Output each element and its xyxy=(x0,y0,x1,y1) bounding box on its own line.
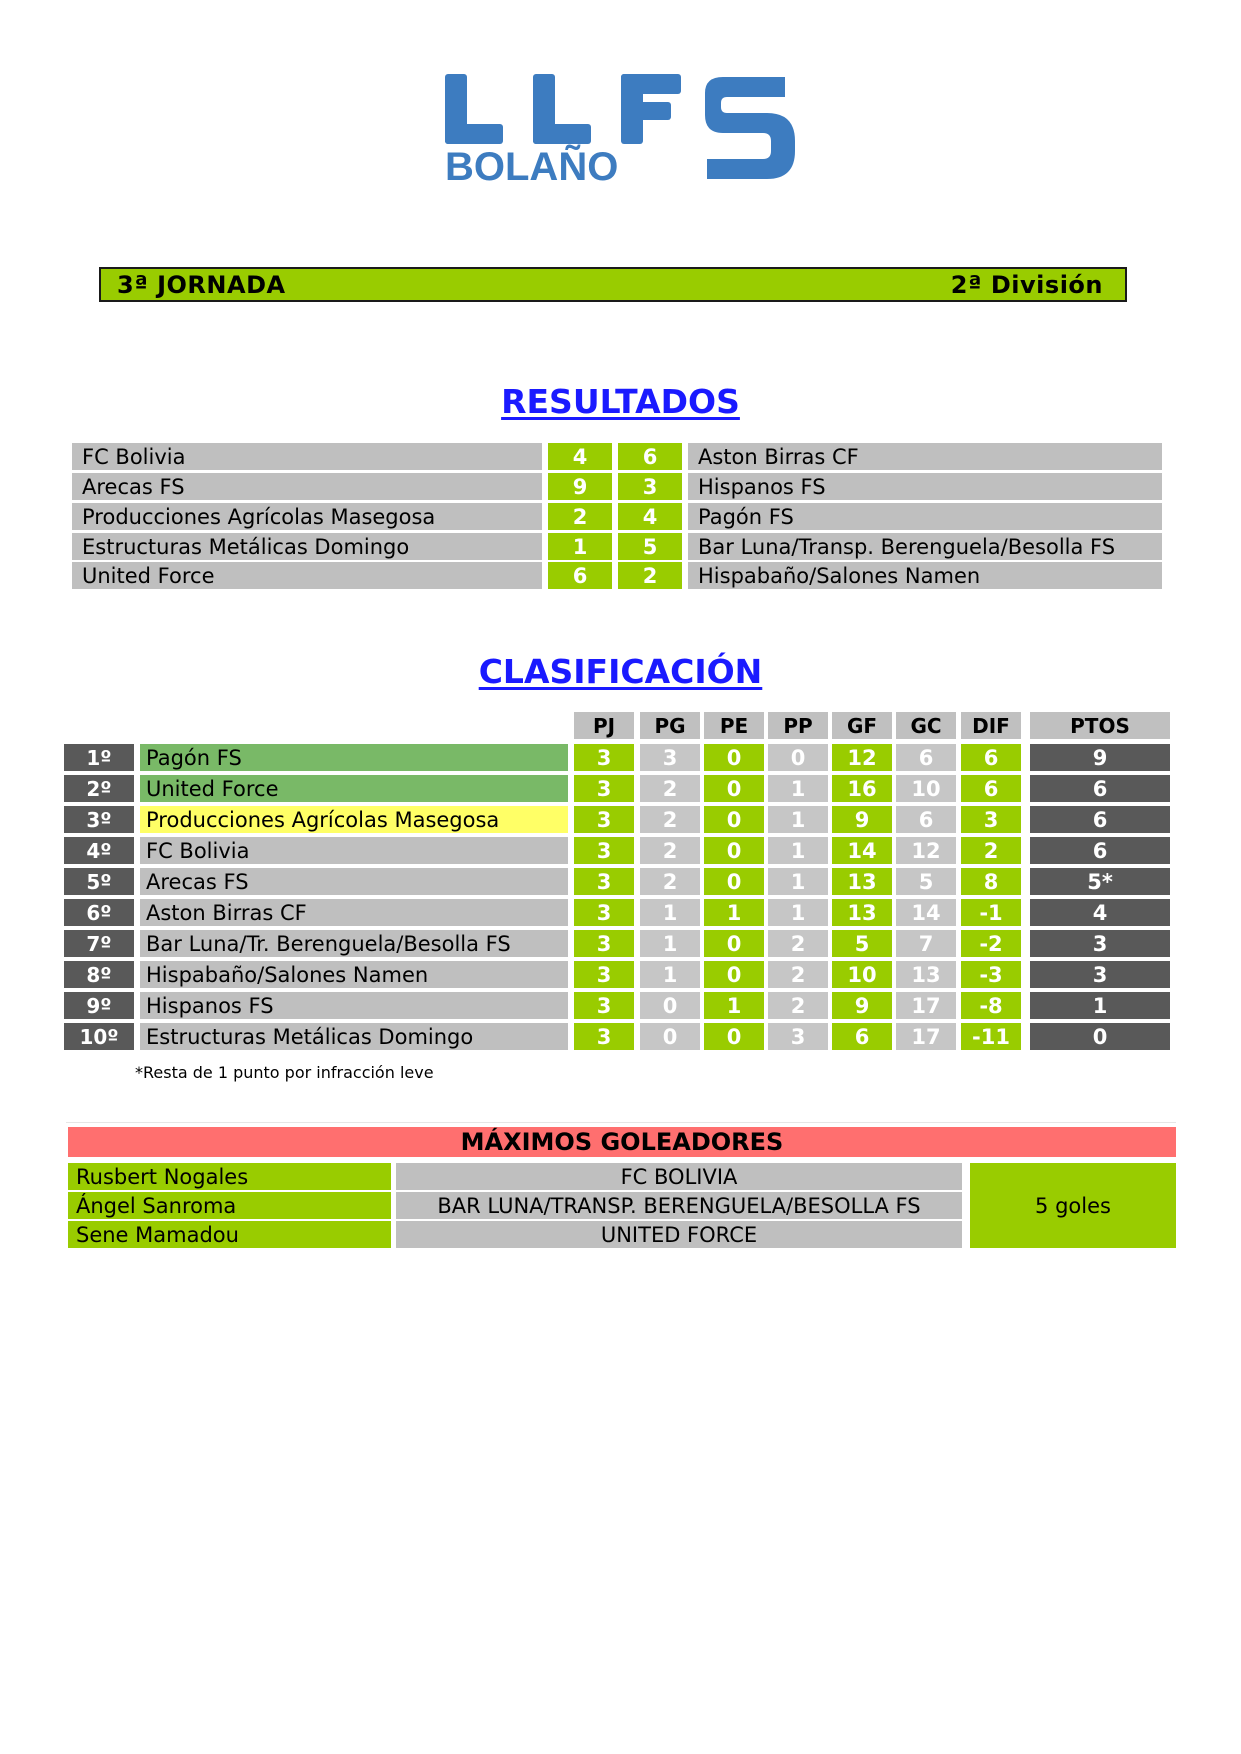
stat-ptos: 3 xyxy=(1030,961,1170,988)
standings-row xyxy=(64,930,1170,957)
resultados-title: RESULTADOS xyxy=(501,382,740,421)
stat-dif: 6 xyxy=(961,775,1021,802)
stat-pj: 3 xyxy=(574,930,634,957)
stat-pp: 0 xyxy=(768,744,828,771)
stat-pe: 0 xyxy=(704,775,764,802)
stat-gf: 5 xyxy=(832,930,892,957)
stat-pp: 1 xyxy=(768,899,828,926)
stat-dif: -3 xyxy=(961,961,1021,988)
stat-pg: 3 xyxy=(640,744,700,771)
away-team: Pagón FS xyxy=(688,503,1162,530)
scorer-team: FC BOLIVIA xyxy=(396,1163,962,1190)
jornada-bar xyxy=(99,267,1127,302)
stat-gf: 9 xyxy=(832,992,892,1019)
stat-gc: 12 xyxy=(896,837,956,864)
stat-ptos: 1 xyxy=(1030,992,1170,1019)
standings-row xyxy=(64,775,1170,802)
position: 8º xyxy=(64,961,134,988)
position: 1º xyxy=(64,744,134,771)
stat-ptos: 0 xyxy=(1030,1023,1170,1050)
team-name: Aston Birras CF xyxy=(140,899,568,926)
home-goals: 4 xyxy=(548,443,612,470)
column-header-gc: GC xyxy=(896,712,956,739)
stat-dif: 2 xyxy=(961,837,1021,864)
stat-pg: 0 xyxy=(640,1023,700,1050)
goals-count: 5 goles xyxy=(970,1163,1176,1248)
result-row xyxy=(72,443,1162,470)
stat-dif: 6 xyxy=(961,744,1021,771)
stat-dif: -2 xyxy=(961,930,1021,957)
stat-pe: 0 xyxy=(704,961,764,988)
stat-pj: 3 xyxy=(574,868,634,895)
team-name: FC Bolivia xyxy=(140,837,568,864)
team-name: Arecas FS xyxy=(140,868,568,895)
home-team: FC Bolivia xyxy=(72,443,542,470)
stat-pp: 1 xyxy=(768,837,828,864)
stat-pp: 2 xyxy=(768,930,828,957)
home-team: Estructuras Metálicas Domingo xyxy=(72,533,542,560)
result-row xyxy=(72,562,1162,589)
away-team: Hispanos FS xyxy=(688,473,1162,500)
stat-pg: 2 xyxy=(640,837,700,864)
stat-pe: 0 xyxy=(704,806,764,833)
column-header-gf: GF xyxy=(832,712,892,739)
division-label: 2ª División xyxy=(950,270,1103,299)
away-team: Aston Birras CF xyxy=(688,443,1162,470)
stat-pe: 0 xyxy=(704,744,764,771)
result-row xyxy=(72,533,1162,560)
stat-gf: 16 xyxy=(832,775,892,802)
stat-ptos: 5* xyxy=(1030,868,1170,895)
position: 2º xyxy=(64,775,134,802)
position: 6º xyxy=(64,899,134,926)
stat-pe: 0 xyxy=(704,930,764,957)
standings-row xyxy=(64,961,1170,988)
team-name: Producciones Agrícolas Masegosa xyxy=(140,806,568,833)
column-header-dif: DIF xyxy=(961,712,1021,739)
stat-gf: 9 xyxy=(832,806,892,833)
scorer-team: UNITED FORCE xyxy=(396,1221,962,1248)
divider xyxy=(66,1122,1176,1123)
scorer-team: BAR LUNA/TRANSP. BERENGUELA/BESOLLA FS xyxy=(396,1192,962,1219)
stat-pe: 0 xyxy=(704,837,764,864)
home-team: Producciones Agrícolas Masegosa xyxy=(72,503,542,530)
away-goals: 2 xyxy=(618,562,682,589)
stat-gf: 13 xyxy=(832,868,892,895)
stat-pe: 0 xyxy=(704,868,764,895)
stat-pj: 3 xyxy=(574,837,634,864)
standings-row xyxy=(64,806,1170,833)
position: 10º xyxy=(64,1023,134,1050)
stat-pe: 0 xyxy=(704,1023,764,1050)
home-goals: 9 xyxy=(548,473,612,500)
stat-dif: -11 xyxy=(961,1023,1021,1050)
sanction-note: *Resta de 1 punto por infracción leve xyxy=(135,1063,434,1082)
standings-row xyxy=(64,868,1170,895)
stat-pj: 3 xyxy=(574,806,634,833)
stat-ptos: 3 xyxy=(1030,930,1170,957)
stat-pg: 1 xyxy=(640,930,700,957)
stat-ptos: 9 xyxy=(1030,744,1170,771)
stat-pj: 3 xyxy=(574,992,634,1019)
stat-pj: 3 xyxy=(574,1023,634,1050)
stat-pg: 1 xyxy=(640,899,700,926)
stat-pp: 3 xyxy=(768,1023,828,1050)
standings-row xyxy=(64,837,1170,864)
stat-gc: 5 xyxy=(896,868,956,895)
stat-gc: 13 xyxy=(896,961,956,988)
standings-row xyxy=(64,744,1170,771)
away-goals: 4 xyxy=(618,503,682,530)
home-team: United Force xyxy=(72,562,542,589)
stat-pg: 2 xyxy=(640,868,700,895)
position: 7º xyxy=(64,930,134,957)
stat-pg: 1 xyxy=(640,961,700,988)
stat-gf: 10 xyxy=(832,961,892,988)
stat-pg: 0 xyxy=(640,992,700,1019)
position: 3º xyxy=(64,806,134,833)
stat-pe: 1 xyxy=(704,992,764,1019)
team-name: Hispabaño/Salones Namen xyxy=(140,961,568,988)
position: 4º xyxy=(64,837,134,864)
position: 5º xyxy=(64,868,134,895)
stat-pj: 3 xyxy=(574,899,634,926)
scorer-name: Ángel Sanroma xyxy=(68,1192,391,1219)
stat-gf: 12 xyxy=(832,744,892,771)
team-name: Hispanos FS xyxy=(140,992,568,1019)
column-header-pj: PJ xyxy=(574,712,634,739)
stat-gf: 13 xyxy=(832,899,892,926)
team-name: Bar Luna/Tr. Berenguela/Besolla FS xyxy=(140,930,568,957)
stat-pj: 3 xyxy=(574,775,634,802)
team-name: Pagón FS xyxy=(140,744,568,771)
logo-bolano-text: BOLAÑO xyxy=(445,145,619,189)
stat-pp: 1 xyxy=(768,868,828,895)
away-team: Hispabaño/Salones Namen xyxy=(688,562,1162,589)
stat-dif: 8 xyxy=(961,868,1021,895)
goleadores-title: MÁXIMOS GOLEADORES xyxy=(68,1127,1176,1157)
column-header-pe: PE xyxy=(704,712,764,739)
stat-pe: 1 xyxy=(704,899,764,926)
standings-row xyxy=(64,1023,1170,1050)
stat-ptos: 6 xyxy=(1030,775,1170,802)
scorer-row xyxy=(68,1163,964,1190)
stat-pp: 1 xyxy=(768,806,828,833)
stat-pg: 2 xyxy=(640,775,700,802)
team-name: United Force xyxy=(140,775,568,802)
away-goals: 3 xyxy=(618,473,682,500)
stat-pj: 3 xyxy=(574,744,634,771)
scorer-name: Rusbert Nogales xyxy=(68,1163,391,1190)
scorer-row xyxy=(68,1221,964,1248)
stat-pg: 2 xyxy=(640,806,700,833)
position: 9º xyxy=(64,992,134,1019)
stat-dif: 3 xyxy=(961,806,1021,833)
scorer-name: Sene Mamadou xyxy=(68,1221,391,1248)
team-name: Estructuras Metálicas Domingo xyxy=(140,1023,568,1050)
stat-pj: 3 xyxy=(574,961,634,988)
stat-pp: 1 xyxy=(768,775,828,802)
stat-gc: 14 xyxy=(896,899,956,926)
column-header-pg: PG xyxy=(640,712,700,739)
home-goals: 6 xyxy=(548,562,612,589)
stat-dif: -8 xyxy=(961,992,1021,1019)
home-team: Arecas FS xyxy=(72,473,542,500)
llfs-bolano-logo xyxy=(0,0,1241,200)
home-goals: 1 xyxy=(548,533,612,560)
standings-row xyxy=(64,992,1170,1019)
stat-ptos: 4 xyxy=(1030,899,1170,926)
result-row xyxy=(72,473,1162,500)
away-goals: 6 xyxy=(618,443,682,470)
stat-gf: 6 xyxy=(832,1023,892,1050)
stat-gc: 6 xyxy=(896,806,956,833)
stat-pp: 2 xyxy=(768,961,828,988)
stat-gc: 17 xyxy=(896,1023,956,1050)
column-header-pp: PP xyxy=(768,712,828,739)
result-row xyxy=(72,503,1162,530)
home-goals: 2 xyxy=(548,503,612,530)
column-header-ptos: PTOS xyxy=(1030,712,1170,739)
stat-gc: 10 xyxy=(896,775,956,802)
stat-ptos: 6 xyxy=(1030,837,1170,864)
stat-dif: -1 xyxy=(961,899,1021,926)
away-goals: 5 xyxy=(618,533,682,560)
stat-gc: 17 xyxy=(896,992,956,1019)
clasificacion-title: CLASIFICACIÓN xyxy=(478,652,763,691)
stat-gf: 14 xyxy=(832,837,892,864)
stat-pp: 2 xyxy=(768,992,828,1019)
standings-row xyxy=(64,899,1170,926)
jornada-label: 3ª JORNADA xyxy=(117,270,286,299)
away-team: Bar Luna/Transp. Berenguela/Besolla FS xyxy=(688,533,1162,560)
stat-gc: 6 xyxy=(896,744,956,771)
scorer-row xyxy=(68,1192,964,1219)
stat-gc: 7 xyxy=(896,930,956,957)
stat-ptos: 6 xyxy=(1030,806,1170,833)
